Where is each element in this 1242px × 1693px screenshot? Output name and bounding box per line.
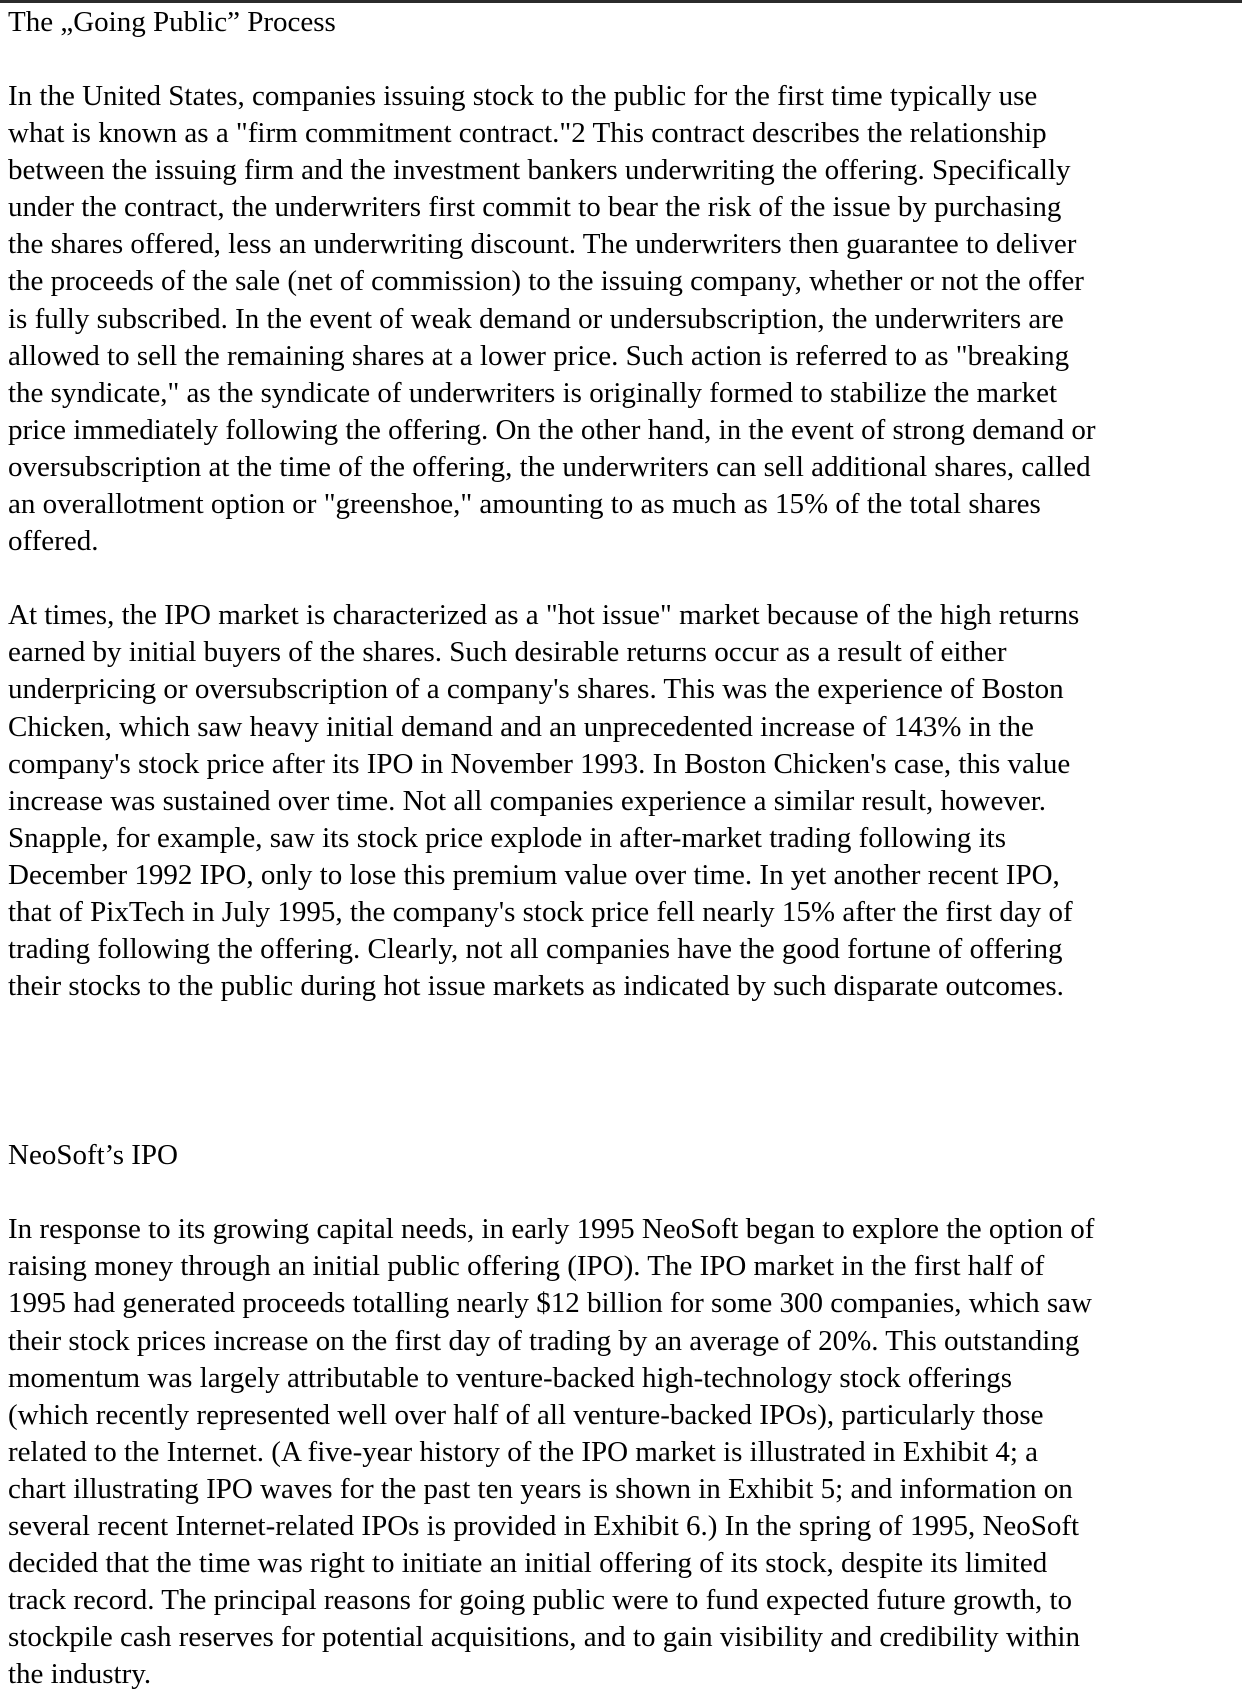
text-line: track record. The principal reasons for going public were to fund expected future growth, to bbox=[8, 1584, 1073, 1617]
spacer bbox=[8, 560, 1238, 597]
text-line: December 1992 IPO, only to lose this premium value over time. In yet another recent IPO, bbox=[8, 858, 1060, 891]
text-line: the industry. bbox=[8, 1658, 152, 1691]
text-line: earned by initial buyers of the shares. Such desirable returns occur as a result of either bbox=[8, 636, 1007, 669]
text-line: what is known as a "firm commitment contract."2 This contract describes the relationship bbox=[8, 117, 1047, 150]
text-line: (which recently represented well over half of all venture-backed IPOs), particularly those bbox=[8, 1398, 1044, 1431]
spacer bbox=[8, 41, 1238, 78]
paragraph-hot-issue-market bbox=[8, 597, 1238, 1005]
text-line: underpricing or oversubscription of a company's shares. This was the experience of Boston bbox=[8, 673, 1064, 706]
spacer bbox=[8, 1174, 1238, 1211]
text-line: Chicken, which saw heavy initial demand and an unprecedented increase of 143% in the bbox=[8, 710, 1034, 743]
section-heading-going-public: The „Going Public” Process bbox=[8, 6, 336, 38]
text-line: is fully subscribed. In the event of weak demand or undersubscription, the underwriters are bbox=[8, 302, 1064, 335]
text-line: that of PixTech in July 1995, the company's stock price fell nearly 15% after the first day of bbox=[8, 895, 1073, 928]
section-heading-neosoft-ipo: NeoSoft’s IPO bbox=[8, 1139, 178, 1172]
text-line: momentum was largely attributable to venture-backed high-technology stock offerings bbox=[8, 1361, 1012, 1394]
text-line: stockpile cash reserves for potential acquisitions, and to gain visibility and credibility within bbox=[8, 1621, 1080, 1654]
text-line: In response to its growing capital needs, in early 1995 NeoSoft began to explore the option of bbox=[8, 1213, 1095, 1246]
text-line: the syndicate," as the syndicate of underwriters is originally formed to stabilize the market bbox=[8, 376, 1058, 409]
text-line: raising money through an initial public offering (IPO). The IPO market in the first half of bbox=[8, 1250, 1045, 1283]
text-line: several recent Internet-related IPOs is provided in Exhibit 6.) In the spring of 1995, NeoSoft bbox=[8, 1510, 1080, 1542]
paragraph-firm-commitment bbox=[8, 78, 1238, 560]
text-line: the proceeds of the sale (net of commission) to the issuing company, whether or not the offer bbox=[8, 265, 1084, 298]
document-page bbox=[8, 4, 1238, 1693]
text-line: offered. bbox=[8, 525, 99, 558]
text-line: In the United States, companies issuing stock to the public for the first time typically use bbox=[8, 80, 1038, 112]
text-line: an overallotment option or "greenshoe," amounting to as much as 15% of the total shares bbox=[8, 488, 1041, 521]
text-line: oversubscription at the time of the offering, the underwriters can sell additional shares, called bbox=[8, 450, 1091, 483]
text-line: increase was sustained over time. Not all companies experience a similar result, however. bbox=[8, 784, 1046, 817]
text-line: company's stock price after its IPO in November 1993. In Boston Chicken's case, this value bbox=[8, 747, 1071, 780]
text-line: related to the Internet. (A five-year history of the IPO market is illustrated in Exhibit 4; a bbox=[8, 1435, 1039, 1468]
paragraph-neosoft-ipo bbox=[8, 1211, 1238, 1693]
text-line: their stocks to the public during hot issue markets as indicated by such disparate outcomes. bbox=[8, 970, 1064, 1003]
text-line: 1995 had generated proceeds totalling nearly $12 billion for some 300 companies, which saw bbox=[8, 1287, 1092, 1320]
top-border bbox=[0, 0, 1242, 3]
text-line: between the issuing firm and the investment bankers underwriting the offering. Specifically bbox=[8, 154, 1071, 187]
spacer bbox=[8, 1005, 1238, 1137]
text-line: At times, the IPO market is characterized as a "hot issue" market because of the high returns bbox=[8, 599, 1080, 632]
text-line: decided that the time was right to initiate an initial offering of its stock, despite its limited bbox=[8, 1547, 1048, 1580]
text-line: trading following the offering. Clearly, not all companies have the good fortune of offering bbox=[8, 933, 1063, 966]
text-line: under the contract, the underwriters first commit to bear the risk of the issue by purchasing bbox=[8, 191, 1062, 224]
text-line: the shares offered, less an underwriting discount. The underwriters then guarantee to deliver bbox=[8, 228, 1077, 261]
text-line: price immediately following the offering. On the other hand, in the event of strong demand or bbox=[8, 413, 1096, 446]
text-line: Snapple, for example, saw its stock price explode in after-market trading following its bbox=[8, 821, 1007, 854]
text-line: chart illustrating IPO waves for the past ten years is shown in Exhibit 5; and information on bbox=[8, 1472, 1073, 1505]
text-line: allowed to sell the remaining shares at a lower price. Such action is referred to as "breaking bbox=[8, 339, 1070, 372]
text-line: their stock prices increase on the first day of trading by an average of 20%. This outstanding bbox=[8, 1324, 1080, 1357]
